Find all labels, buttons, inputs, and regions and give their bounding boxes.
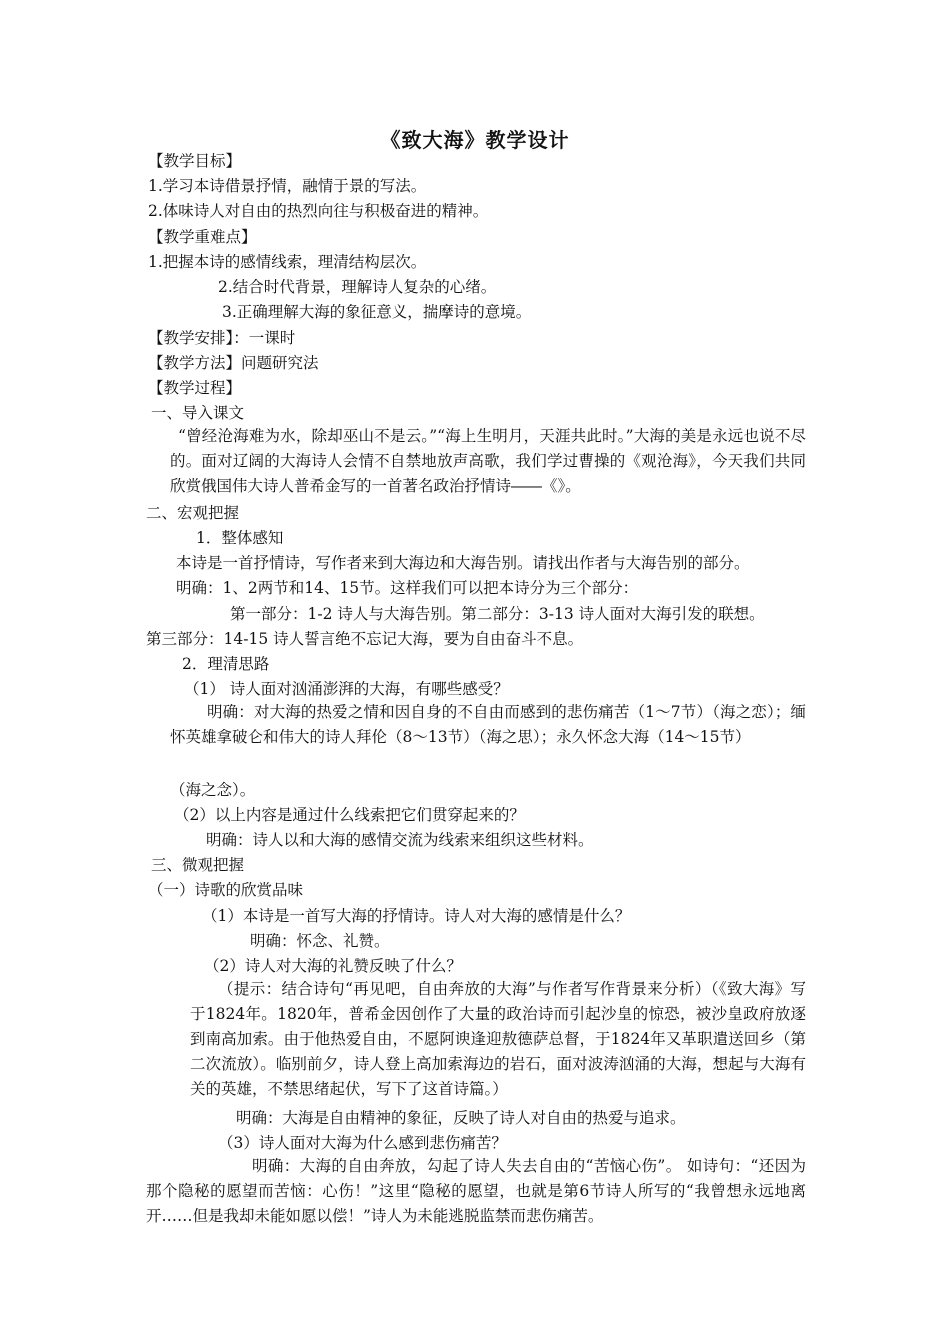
answer-appreciation-2: 明确：大海是自由精神的象征，反映了诗人对自由的热爱与追求。	[236, 1109, 686, 1127]
heading-method: 【教学方法】问题研究法	[148, 354, 319, 372]
question-appreciation-1: （1）本诗是一首写大海的抒情诗。诗人对大海的感情是什么？	[202, 907, 631, 925]
goal-item-2: 2.体味诗人对自由的热烈向往与积极奋进的精神。	[148, 202, 489, 220]
section-2-heading: 二、宏观把握	[146, 504, 240, 522]
subsection-appreciation: （一）诗歌的欣赏品味	[148, 881, 304, 899]
key-point-1: 1.把握本诗的感情线索，理清结构层次。	[148, 253, 427, 271]
heading-arrangement: 【教学安排】：一课时	[148, 329, 296, 347]
heading-process: 【教学过程】	[148, 379, 242, 397]
question-appreciation-3: （3）诗人面对大海为什么感到悲伤痛苦？	[218, 1134, 507, 1152]
heading-teaching-goals: 【教学目标】	[148, 152, 242, 170]
key-point-3: 3.正确理解大海的象征意义，揣摩诗的意境。	[222, 303, 532, 321]
part-three: 第三部分：14-15 诗人誓言绝不忘记大海，要为自由奋斗不息。	[146, 630, 584, 648]
answer-appreciation-1: 明确：怀念、礼赞。	[250, 932, 390, 950]
section-1-heading: 一、导入课文	[151, 404, 245, 422]
question-appreciation-2: （2）诗人对大海的礼赞反映了什么？	[204, 957, 462, 975]
heading-key-points: 【教学重难点】	[148, 228, 257, 246]
question-2: （2）以上内容是通过什么线索把它们贯穿起来的？	[174, 806, 525, 824]
answer-parts: 明确：1、2两节和14、15节。这样我们可以把本诗分为三个部分：	[176, 579, 639, 597]
subsection-overall-perception: 1．整体感知	[196, 529, 284, 547]
hint-paragraph: （提示：结合诗句“再见吧，自由奔放的大海”与作者写作背景来分析）（《致大海》写于1824年。1820年，普希金因创作了大量的政治诗而引起沙皇的惊恐，被沙皇政府放逐到南高加索。由于他热爱自由，不愿阿谀逢迎敖德萨总督，于1824年又革职遣送回乡（第二次流放）。临别前夕，诗人登上高加索海边的岩石，面对波涛汹涌的大海，想起与大海有关的英雄，不禁思绪起伏，写下了这首诗篇。）	[190, 980, 806, 1098]
answer-1-paragraph: 明确：对大海的热爱之情和因自身的不自由而感到的悲伤痛苦（1～7节）（海之恋）；缅怀英雄拿破仑和伟大的诗人拜伦（8～13节）（海之思）；永久怀念大海（14～15节）	[170, 703, 806, 746]
answer-appreciation-3-paragraph: 明确：大海的自由奔放，勾起了诗人失去自由的“苦恼心伤”。 如诗句：“还因为那个隐秘的愿望而苦恼：心伤！”这里“隐秘的愿望，也就是第6节诗人所写的“我曾想永远地离开……但是我却未能如愿以偿！”诗人为未能逃脱监禁而悲伤痛苦。	[146, 1157, 806, 1225]
question-1: （1） 诗人面对汹涌澎湃的大海，有哪些感受？	[184, 680, 509, 698]
overall-perception-text: 本诗是一首抒情诗，写作者来到大海边和大海告别。请找出作者与大海告别的部分。	[176, 554, 750, 572]
subsection-clarify-thinking: 2．理清思路	[182, 655, 270, 673]
parts-one-two: 第一部分：1-2 诗人与大海告别。第二部分：3-13 诗人面对大海引发的联想。	[230, 605, 765, 623]
document-title: 《致大海》教学设计	[380, 128, 570, 152]
answer-1-tail: （海之念）。	[170, 781, 256, 799]
answer-2: 明确：诗人以和大海的感情交流为线索来组织这些材料。	[206, 831, 594, 849]
goal-item-1: 1.学习本诗借景抒情，融情于景的写法。	[148, 177, 427, 195]
intro-paragraph: “曾经沧海难为水，除却巫山不是云。”“海上生明月，天涯共此时。”大海的美是永远也说不尽的。面对辽阔的大海诗人会情不自禁地放声高歌，我们学过曹操的《观沧海》，今天我们共同欣赏俄国伟大诗人普希金写的一首著名政治抒情诗――《》。	[170, 427, 806, 495]
key-point-2: 2.结合时代背景，理解诗人复杂的心绪。	[218, 278, 497, 296]
section-3-heading: 三、微观把握	[151, 856, 245, 874]
